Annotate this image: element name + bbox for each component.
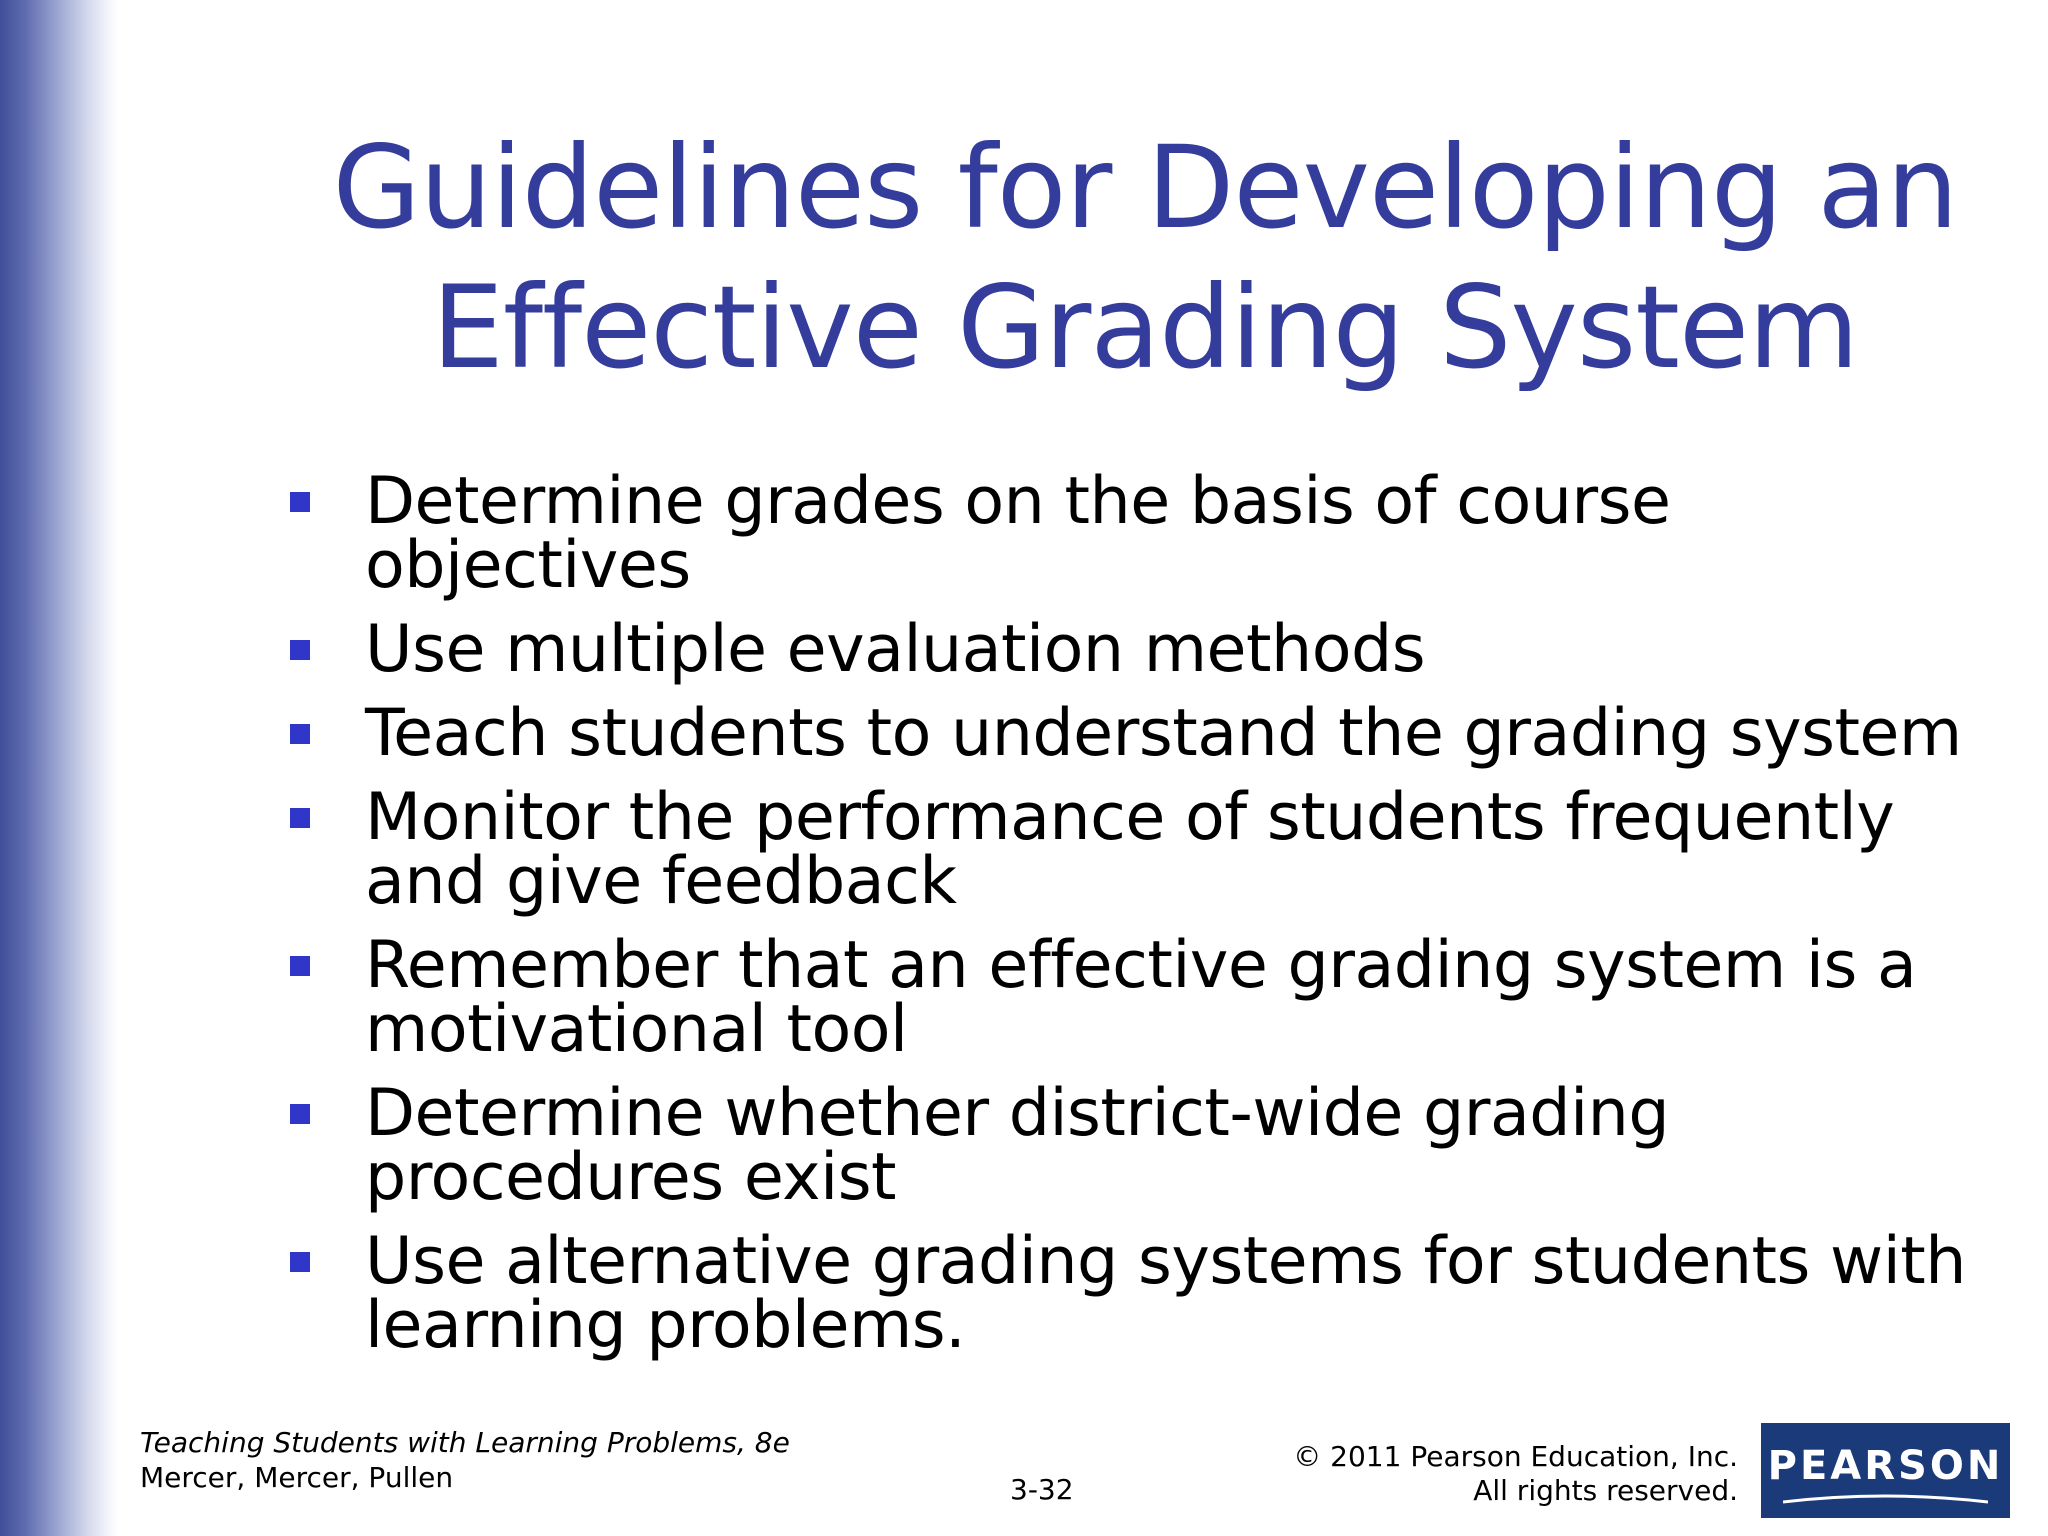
bullet-item	[288, 464, 2008, 603]
logo-swoosh-icon	[1783, 1493, 1988, 1505]
bullet-item	[288, 612, 2008, 687]
square-bullet-icon	[290, 1252, 310, 1272]
bullet-item	[288, 1076, 2008, 1215]
bullet-text: Determine grades on the basis of course objectives	[365, 464, 1671, 603]
title-line-2: Effective Grading System	[431, 261, 1859, 394]
square-bullet-icon	[290, 808, 310, 828]
square-bullet-icon	[290, 640, 310, 660]
pearson-logo	[1761, 1423, 2010, 1518]
bullet-item	[288, 1224, 2008, 1363]
bullet-item	[288, 780, 2008, 919]
side-gradient-bar	[0, 0, 118, 1536]
square-bullet-icon	[290, 1104, 310, 1124]
bullet-text: Use alternative grading systems for students with learning problems.	[365, 1224, 1966, 1363]
page-number: 3-32	[1010, 1473, 1074, 1506]
copyright-notice	[1293, 1440, 1738, 1508]
slide-title	[300, 118, 1990, 398]
square-bullet-icon	[290, 724, 310, 744]
bullet-text: Use multiple evaluation methods	[365, 612, 1426, 687]
bullet-item	[288, 928, 2008, 1067]
bullet-text: Monitor the performance of students frequently and give feedback	[365, 780, 1895, 919]
bullet-list	[288, 464, 2008, 1378]
logo-text: PEARSON	[1767, 1443, 2004, 1489]
bullet-item	[288, 696, 2008, 771]
bullet-text: Determine whether district-wide grading procedures exist	[365, 1076, 1670, 1215]
bullet-text: Remember that an effective grading system is a motivational tool	[365, 928, 1917, 1067]
copyright-line-2: All rights reserved.	[1473, 1474, 1738, 1507]
title-line-1: Guidelines for Developing an	[332, 121, 1958, 254]
square-bullet-icon	[290, 956, 310, 976]
copyright-line-1: © 2011 Pearson Education, Inc.	[1293, 1440, 1738, 1473]
square-bullet-icon	[290, 492, 310, 512]
book-title: Teaching Students with Learning Problems, 8e	[140, 1426, 790, 1459]
footer-book-info	[140, 1425, 790, 1495]
book-authors: Mercer, Mercer, Pullen	[140, 1461, 454, 1494]
bullet-text: Teach students to understand the grading system	[365, 696, 1962, 771]
